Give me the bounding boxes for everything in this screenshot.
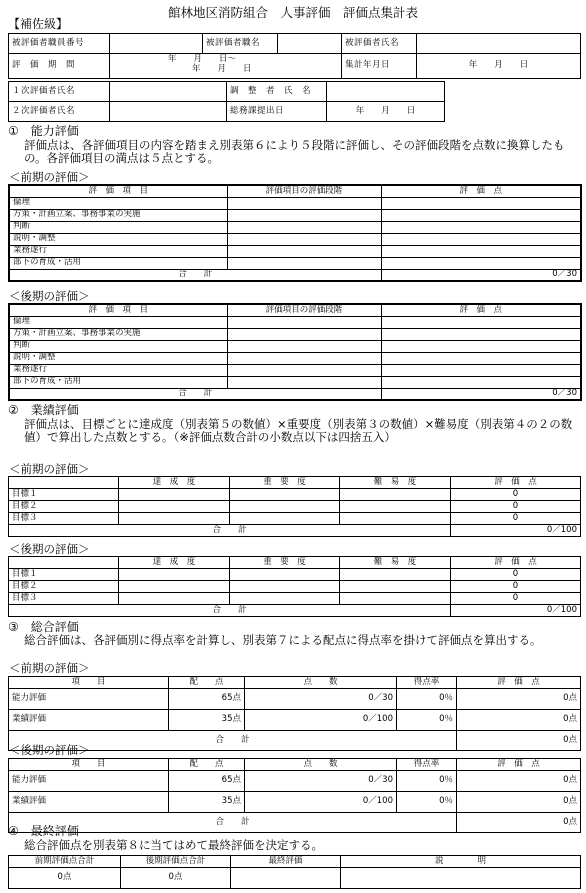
employee-name-label: 被評価者氏名 xyxy=(342,34,417,54)
emp-no-label: 被評価者職員番号 xyxy=(9,34,110,54)
table-row xyxy=(9,316,581,328)
ability-late-table xyxy=(8,303,582,401)
col-difficulty: 難 易 度 xyxy=(340,557,451,569)
col-difficulty: 難 易 度 xyxy=(340,477,451,489)
goal-label: 目標１ xyxy=(9,489,119,501)
total-value: 0／100 xyxy=(451,525,581,537)
table-row xyxy=(9,593,581,605)
col-score: 評 価 点 xyxy=(457,677,581,689)
performance-early-table xyxy=(8,476,581,537)
section1-description: 評価点は、各評価項目の内容を踏まえ別表第６により５段階に評価し、その評価段階を点数に換算したもの。各評価項目の満点は５点とする。 xyxy=(24,138,565,165)
section1-late-heading: ＜後期の評価＞ xyxy=(9,289,90,303)
emp-no-value[interactable] xyxy=(110,34,203,54)
late-total-value: 0点 xyxy=(121,868,231,889)
allocation: 65点 xyxy=(169,771,245,792)
goal-label: 目標２ xyxy=(9,581,119,593)
total-label: 合 計 xyxy=(9,388,381,400)
early-total-value: 0点 xyxy=(9,868,121,889)
table-row xyxy=(9,233,581,245)
item-planning: 方策・計画立案、事務事業の実施 xyxy=(9,328,227,340)
col-score: 評 価 点 xyxy=(457,759,581,771)
goal-score: 0 xyxy=(451,489,581,501)
adjuster-label: 調 整 者 氏 名 xyxy=(227,82,327,102)
table-row xyxy=(9,771,581,792)
item-judgment: 判断 xyxy=(9,340,227,352)
table-row xyxy=(9,501,581,513)
section3-description: 総合評価は、各評価別に得点率を計算し、別表第７による配点に得点率を掛けて評価点を算出する。 xyxy=(24,633,542,647)
overall-early-table xyxy=(8,676,581,751)
col-allocation: 配 点 xyxy=(169,759,245,771)
job-title-value[interactable] xyxy=(278,34,342,54)
col-achievement: 達 成 度 xyxy=(119,557,230,569)
rate: 0％ xyxy=(397,710,457,731)
table-row xyxy=(9,352,581,364)
goal-label: 目標３ xyxy=(9,513,119,525)
job-title-label: 被評価者職名 xyxy=(203,34,278,54)
section3-heading: ③ 総合評価 xyxy=(8,620,79,634)
row-label: 業績評価 xyxy=(9,710,169,731)
score: 0点 xyxy=(457,771,581,792)
item-planning: 方策・計画立案、事務事業の実施 xyxy=(9,209,227,221)
col-score: 評 価 点 xyxy=(381,304,581,316)
performance-late-table xyxy=(8,556,581,617)
item-execution: 業務遂行 xyxy=(9,245,227,257)
col-score: 評 価 点 xyxy=(451,557,581,569)
goal-score: 0 xyxy=(451,569,581,581)
employee-name-value[interactable] xyxy=(417,34,581,54)
ability-early-table xyxy=(8,184,582,282)
score: 0点 xyxy=(457,710,581,731)
rate: 0％ xyxy=(397,792,457,813)
col-final: 最終評価 xyxy=(231,856,341,868)
total-value: 0点 xyxy=(457,813,581,833)
overall-late-table xyxy=(8,758,581,833)
table-row xyxy=(9,569,581,581)
col-explanation: 説 明 xyxy=(341,856,581,868)
section1-early-heading: ＜前期の評価＞ xyxy=(9,170,90,184)
rater1-value[interactable] xyxy=(110,82,227,102)
table-row xyxy=(9,689,581,710)
rater1-label: １次評価者氏名 xyxy=(9,82,110,102)
tally-date-value[interactable]: 年 月 日 xyxy=(417,54,581,79)
table-row xyxy=(9,513,581,525)
col-early-total: 前期評価点合計 xyxy=(9,856,121,868)
final-evaluation-value[interactable] xyxy=(231,868,341,889)
rater-table xyxy=(8,81,445,122)
period-label: 評 価 期 間 xyxy=(9,54,110,79)
total-value: 0／100 xyxy=(451,605,581,617)
grade-label: 【補佐級】 xyxy=(8,17,69,31)
rate: 0％ xyxy=(397,689,457,710)
goal-score: 0 xyxy=(451,501,581,513)
section2-late-heading: ＜後期の評価＞ xyxy=(9,542,90,556)
section3-late-heading: ＜後期の評価＞ xyxy=(9,743,90,757)
section4-heading: ④ 最終評価 xyxy=(8,824,79,838)
table-row xyxy=(9,489,581,501)
item-development: 部下の育成・活用 xyxy=(9,257,227,269)
section4-description: 総合評価点を別表第８に当てはめて最終評価を決定する。 xyxy=(24,838,323,852)
tally-date-label: 集計年月日 xyxy=(342,54,417,79)
table-row xyxy=(9,792,581,813)
points: 0／30 xyxy=(245,689,397,710)
row-label: 業績評価 xyxy=(9,792,169,813)
goal-label: 目標３ xyxy=(9,593,119,605)
table-row xyxy=(9,245,581,257)
col-stage: 評価項目の評価段階 xyxy=(227,304,381,316)
goal-score: 0 xyxy=(451,593,581,605)
col-points: 点 数 xyxy=(245,759,397,771)
item-development: 部下の育成・活用 xyxy=(9,376,227,388)
item-judgment: 判断 xyxy=(9,221,227,233)
total-label: 合 計 xyxy=(9,813,457,833)
table-row xyxy=(9,257,581,269)
score: 0点 xyxy=(457,689,581,710)
total-value: 0点 xyxy=(457,731,581,751)
section3-early-heading: ＜前期の評価＞ xyxy=(9,661,90,675)
item-execution: 業務遂行 xyxy=(9,364,227,376)
period-value[interactable] xyxy=(110,54,342,79)
period-end: 年 月 日 xyxy=(192,64,252,74)
score: 0点 xyxy=(457,792,581,813)
document-title: 館林地区消防組合 人事評価 評価点集計表 xyxy=(167,5,418,20)
table-row xyxy=(9,364,581,376)
submit-date-label: 総務課提出日 xyxy=(227,102,327,122)
points: 0／100 xyxy=(245,792,397,813)
col-rate: 得点率 xyxy=(397,759,457,771)
submit-date-value[interactable]: 年 月 日 xyxy=(327,102,445,122)
goal-label: 目標１ xyxy=(9,569,119,581)
section2-early-heading: ＜前期の評価＞ xyxy=(9,462,90,476)
total-value: 0／30 xyxy=(381,388,581,400)
col-allocation: 配 点 xyxy=(169,677,245,689)
col-stage: 評価項目の評価段階 xyxy=(227,185,381,197)
col-item: 項 目 xyxy=(9,677,169,689)
item-ethics: 倫理 xyxy=(9,197,227,209)
total-label: 合 計 xyxy=(9,605,451,617)
goal-score: 0 xyxy=(451,581,581,593)
table-row xyxy=(9,710,581,731)
col-importance: 重 要 度 xyxy=(230,557,340,569)
total-value: 0／30 xyxy=(381,269,581,281)
section1-heading: ① 能力評価 xyxy=(8,124,79,138)
table-row xyxy=(9,340,581,352)
period-start: 年 月 日～ xyxy=(168,54,237,64)
adjuster-value[interactable] xyxy=(327,82,445,102)
allocation: 65点 xyxy=(169,689,245,710)
section2-heading: ② 業績評価 xyxy=(8,403,79,417)
total-label: 合 計 xyxy=(9,731,457,751)
col-item: 項 目 xyxy=(9,759,169,771)
item-explain: 説明・調整 xyxy=(9,352,227,364)
item-ethics: 倫理 xyxy=(9,316,227,328)
table-row xyxy=(9,328,581,340)
col-rate: 得点率 xyxy=(397,677,457,689)
goal-score: 0 xyxy=(451,513,581,525)
col-points: 点 数 xyxy=(245,677,397,689)
row-label: 能力評価 xyxy=(9,771,169,792)
points: 0／30 xyxy=(245,771,397,792)
goal-label: 目標２ xyxy=(9,501,119,513)
header-table xyxy=(8,33,581,79)
rater2-label: ２次評価者氏名 xyxy=(9,102,110,122)
allocation: 35点 xyxy=(169,792,245,813)
col-score: 評 価 点 xyxy=(451,477,581,489)
table-row xyxy=(9,376,581,388)
col-score: 評 価 点 xyxy=(381,185,581,197)
table-row xyxy=(9,197,581,209)
col-late-total: 後期評価点合計 xyxy=(121,856,231,868)
section2-description: 評価点は、目標ごとに達成度（別表第５の数値）×重要度（別表第３の数値）×難易度（別表第４の２の数値）で算出した点数とする。（※評価点数合計の小数点以下は四捨五入） xyxy=(24,417,573,444)
total-label: 合 計 xyxy=(9,269,381,281)
table-row xyxy=(9,209,581,221)
row-label: 能力評価 xyxy=(9,689,169,710)
explanation-value[interactable] xyxy=(341,868,581,889)
allocation: 35点 xyxy=(169,710,245,731)
table-row xyxy=(9,221,581,233)
col-item: 評 価 項 目 xyxy=(9,304,227,316)
points: 0／100 xyxy=(245,710,397,731)
table-row xyxy=(9,581,581,593)
item-explain: 説明・調整 xyxy=(9,233,227,245)
rate: 0％ xyxy=(397,771,457,792)
total-label: 合 計 xyxy=(9,525,451,537)
col-importance: 重 要 度 xyxy=(230,477,340,489)
final-evaluation-table xyxy=(8,855,581,889)
col-achievement: 達 成 度 xyxy=(119,477,230,489)
rater2-value[interactable] xyxy=(110,102,227,122)
col-item: 評 価 項 目 xyxy=(9,185,227,197)
